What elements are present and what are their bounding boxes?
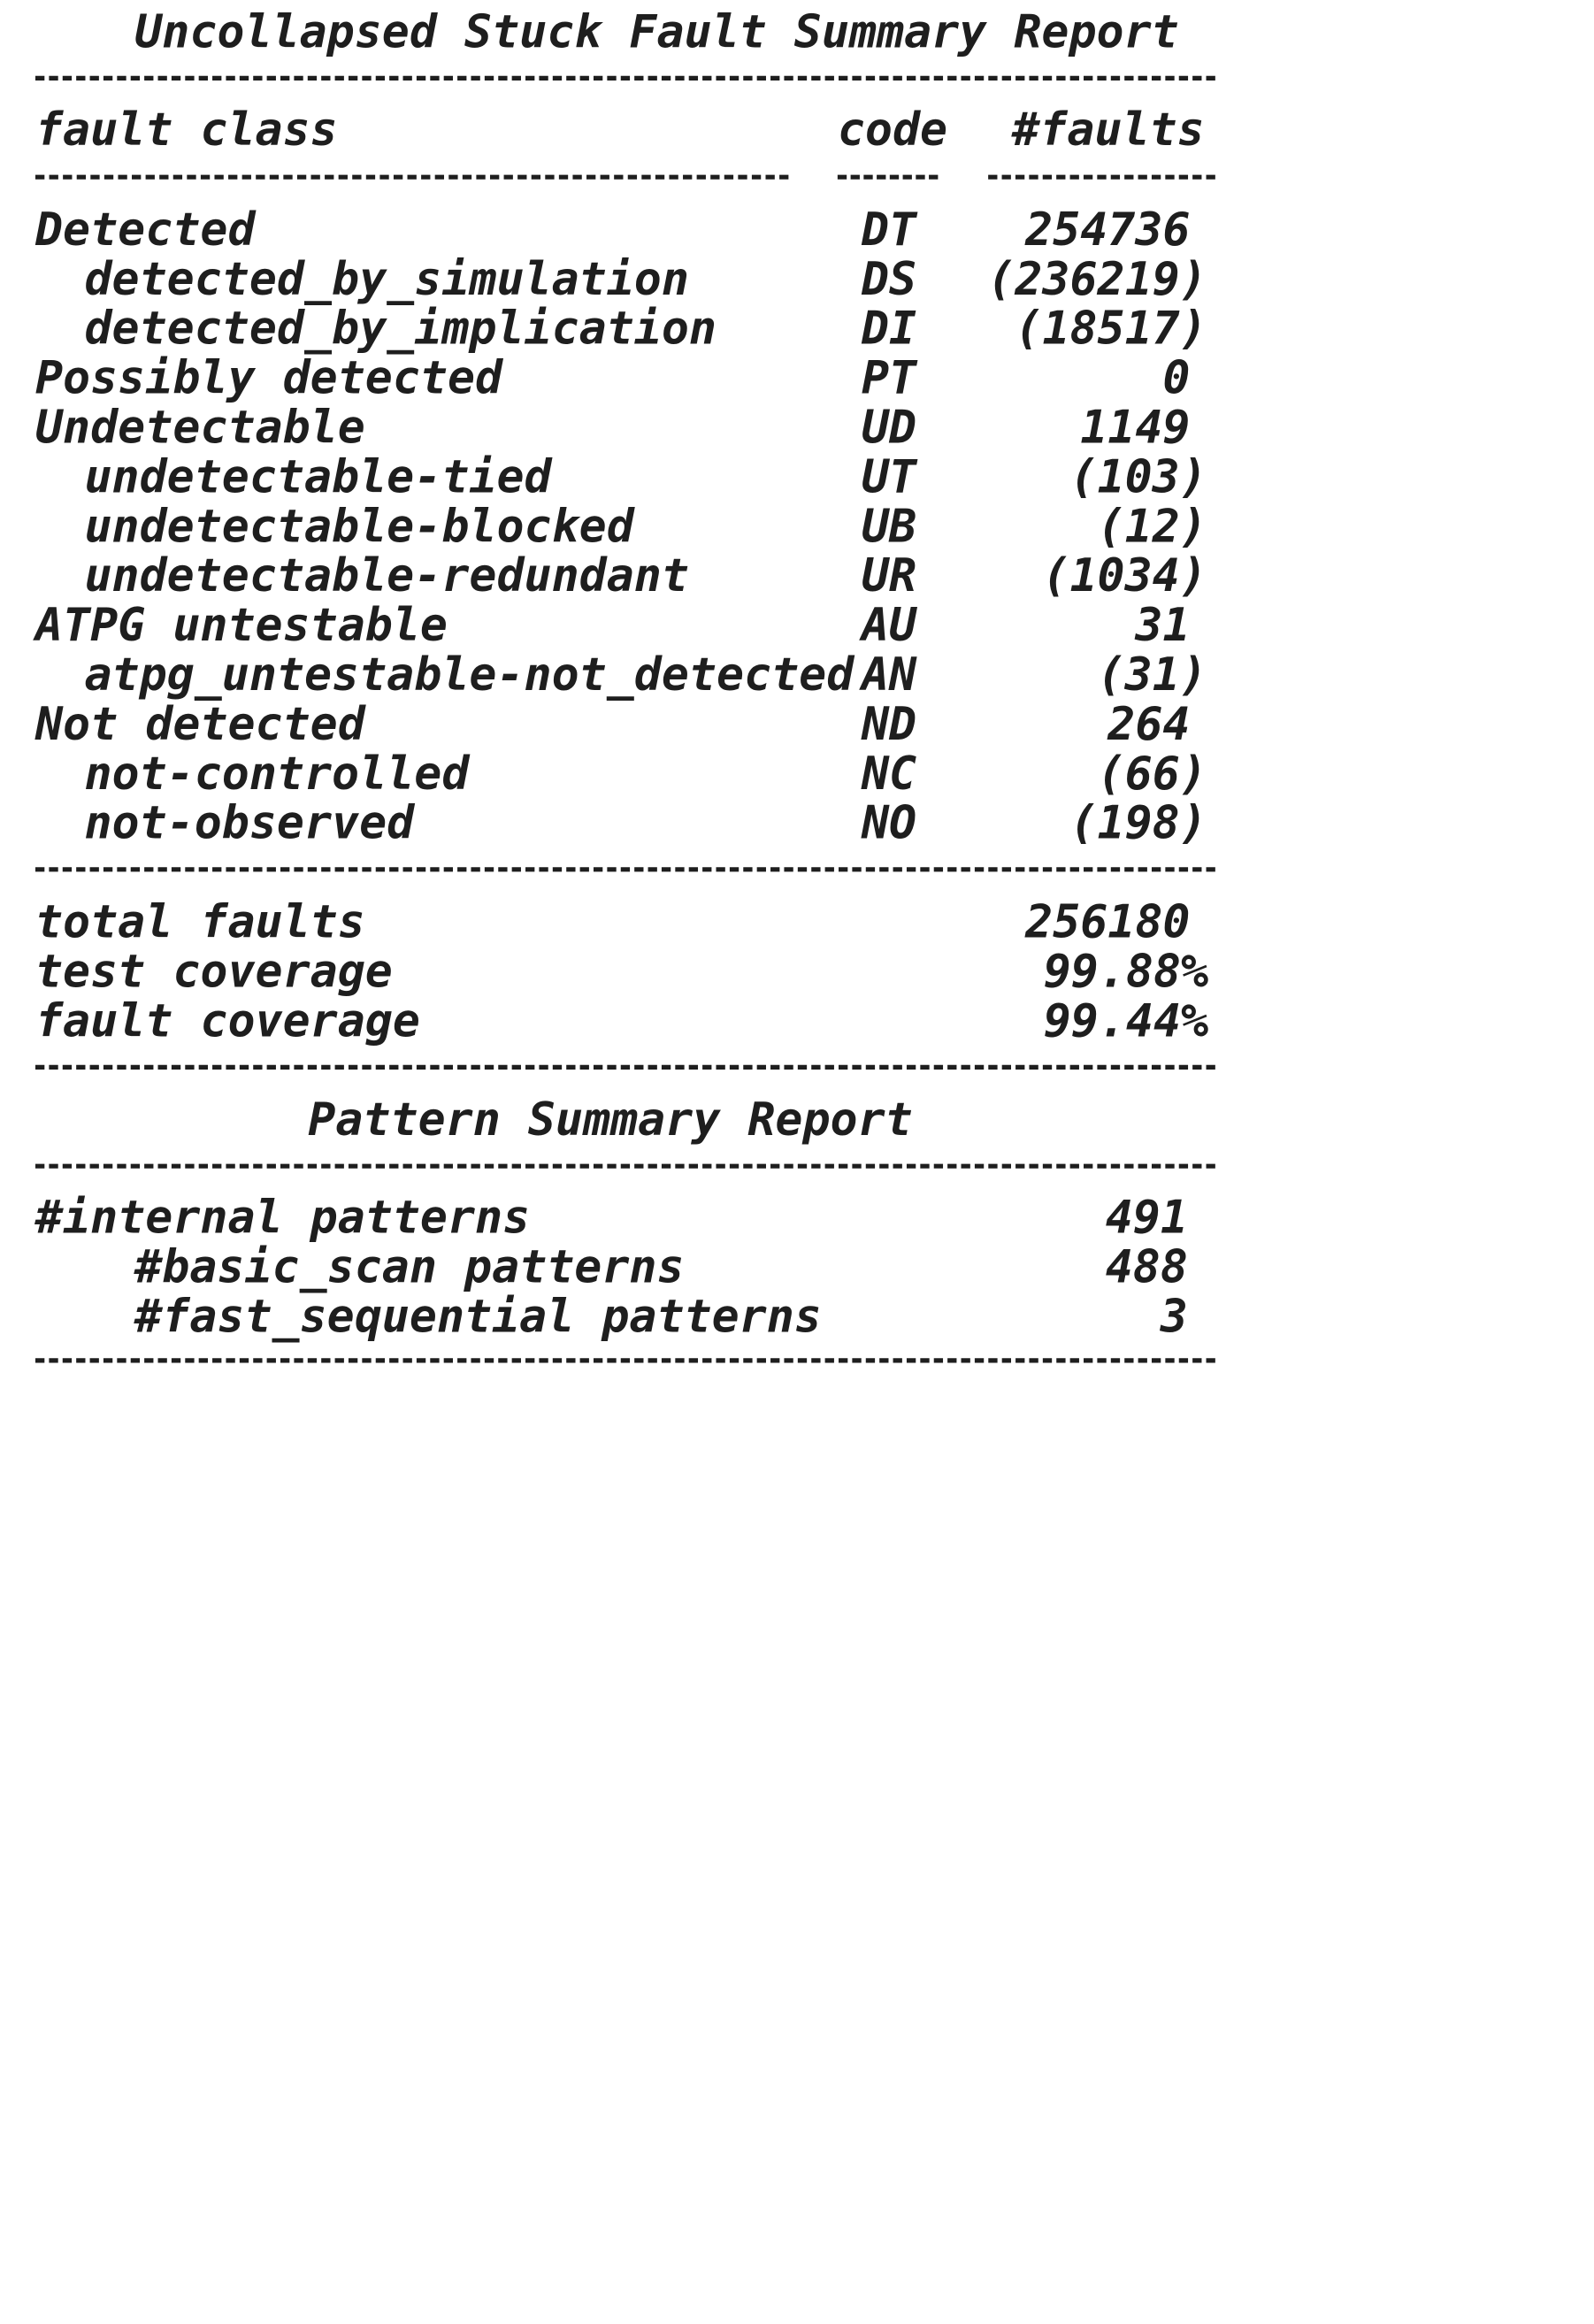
fault-class-code: DI — [861, 302, 917, 356]
fault-class-code: UD — [861, 401, 917, 455]
fault-class-code: UT — [861, 450, 917, 504]
pattern-count-value: 488 — [1105, 1240, 1188, 1294]
pattern-count-label: #fast_sequential patterns — [134, 1290, 822, 1344]
fault-class-count: 31 — [1135, 599, 1191, 653]
fault-class-label: atpg_untestable-not_detected — [84, 648, 854, 702]
fault-class-label: undetectable-blocked — [84, 500, 634, 554]
total-faults-value: 256180 — [1025, 895, 1191, 949]
fault-class-code: PT — [861, 351, 917, 405]
separator — [35, 175, 788, 180]
fault-class-code: ND — [861, 698, 917, 751]
fault-class-count: (236219) — [987, 253, 1207, 306]
fault-class-count: 0 — [1162, 351, 1191, 405]
fault-class-label: detected_by_implication — [84, 302, 717, 356]
fault-class-label: not-controlled — [84, 747, 470, 801]
fault-class-code: AU — [861, 599, 917, 653]
separator — [838, 175, 939, 180]
fault-class-code: AN — [861, 648, 917, 702]
fault-class-count: (18517) — [1015, 302, 1207, 356]
pattern-count-value: 3 — [1160, 1290, 1188, 1344]
fault-class-label: Undetectable — [34, 401, 365, 455]
pattern-count-label: #internal patterns — [34, 1191, 531, 1245]
fault-class-label: undetectable-redundant — [84, 549, 689, 603]
separator — [35, 1164, 1215, 1169]
fault-class-code: DT — [861, 203, 917, 257]
separator — [35, 867, 1215, 871]
fault-report-title: Uncollapsed Stuck Fault Summary Report — [134, 5, 1179, 59]
fault-class-label: ATPG untestable — [34, 599, 448, 653]
test-coverage-label: test coverage — [34, 945, 393, 999]
fault-class-count: (31) — [1097, 648, 1207, 702]
column-header-fault-class: fault class — [34, 103, 338, 157]
fault-class-code: NC — [861, 747, 917, 801]
fault-class-label: Possibly detected — [34, 351, 503, 405]
fault-class-code: UR — [861, 549, 917, 603]
fault-class-count: (12) — [1097, 500, 1207, 554]
pattern-count-value: 491 — [1105, 1191, 1188, 1245]
separator — [35, 1358, 1215, 1362]
fault-class-code: DS — [861, 253, 917, 306]
fault-class-label: not-observed — [84, 796, 415, 850]
separator — [988, 175, 1215, 180]
fault-class-label: detected_by_simulation — [84, 253, 689, 306]
fault-class-code: UB — [861, 500, 917, 554]
fault-coverage-value: 99.44% — [1043, 994, 1209, 1048]
fault-class-count: (198) — [1069, 796, 1207, 850]
test-coverage-value: 99.88% — [1043, 945, 1209, 999]
column-header-faults: #faults — [1012, 103, 1205, 157]
fault-class-count: (1034) — [1042, 549, 1207, 603]
total-faults-label: total faults — [34, 895, 365, 949]
column-header-code: code — [837, 103, 948, 157]
pattern-count-label: #basic_scan patterns — [134, 1240, 685, 1294]
fault-class-count: (103) — [1069, 450, 1207, 504]
fault-class-count: 254736 — [1025, 203, 1191, 257]
fault-class-label: Not detected — [34, 698, 365, 751]
fault-class-count: (66) — [1097, 747, 1207, 801]
pattern-report-title: Pattern Summary Report — [308, 1093, 913, 1147]
fault-class-label: undetectable-tied — [84, 450, 552, 504]
fault-class-count: 264 — [1107, 698, 1191, 751]
fault-class-label: Detected — [34, 203, 256, 257]
separator — [35, 76, 1215, 81]
fault-class-code: NO — [861, 796, 917, 850]
separator — [35, 1065, 1215, 1070]
fault-class-count: 1149 — [1080, 401, 1191, 455]
fault-coverage-label: fault coverage — [34, 994, 420, 1048]
